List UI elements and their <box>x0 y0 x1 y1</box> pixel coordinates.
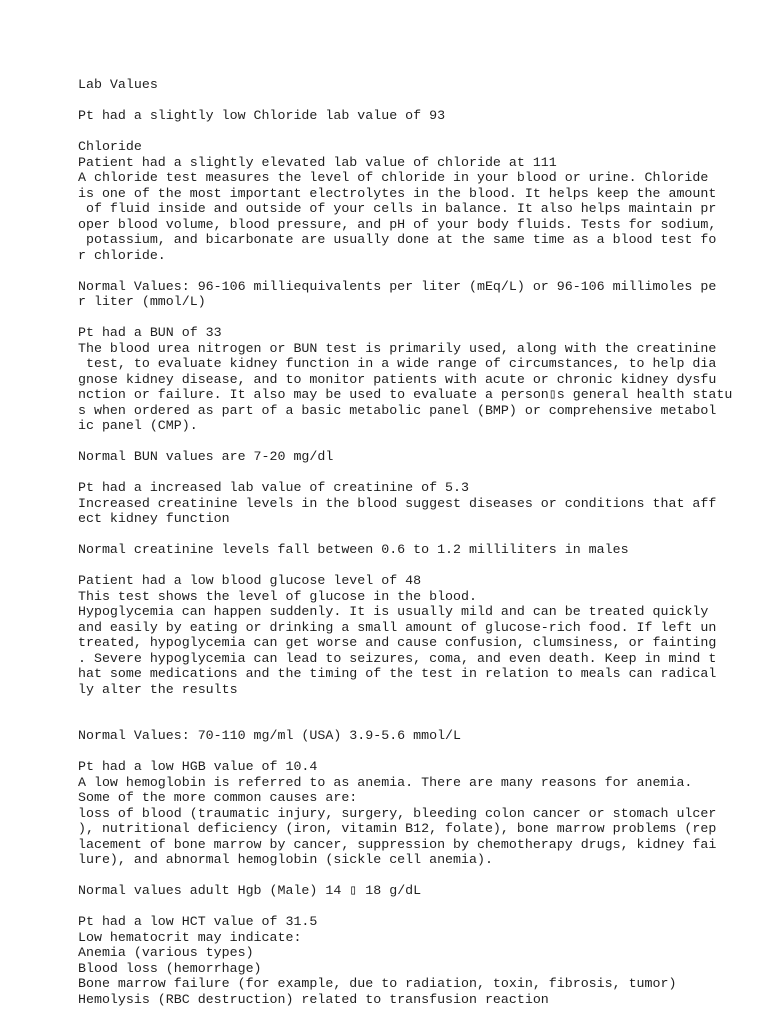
text-line: Anemia (various types) <box>78 945 254 960</box>
text-line: Blood loss (hemorrhage) <box>78 960 262 976</box>
text-line: nction or failure. It also may be used to evaluate a person▯s general health statu <box>78 387 733 402</box>
text-line: Normal Values: 96-106 milliequivalents per liter (mEq/L) or 96-106 millimoles pe <box>78 278 717 294</box>
text-line: The blood urea nitrogen or BUN test is primarily used, along with the creatinine <box>78 340 717 356</box>
text-line: treated, hypoglycemia can get worse and cause confusion, clumsiness, or fainting <box>78 635 717 650</box>
text-line: . Severe hypoglycemia can lead to seizures, coma, and even death. Keep in mind t <box>78 650 717 666</box>
text-line: gnose kidney disease, and to monitor patients with acute or chronic kidney dysfu <box>78 371 717 387</box>
text-line: Normal BUN values are 7-20 mg/dl <box>78 449 334 464</box>
text-line: lure), and abnormal hemoglobin (sickle cell anemia). <box>78 852 493 867</box>
text-line: Pt had a BUN of 33 <box>78 325 222 340</box>
text-line <box>78 697 738 713</box>
text-line: Lab Values <box>78 77 158 92</box>
text-line: of fluid inside and outside of your cells in balance. It also helps maintain pr <box>78 201 717 216</box>
text-line: oper blood volume, blood pressure, and pH of your body fluids. Tests for sodium, <box>78 216 717 232</box>
text-line: loss of blood (traumatic injury, surgery, bleeding colon cancer or stomach ulcer <box>78 805 717 821</box>
text-line: Pt had a increased lab value of creatinine of 5.3 <box>78 480 469 495</box>
text-line: Pt had a low HCT value of 31.5 <box>78 914 318 929</box>
text-line: Patient had a slightly elevated lab value of chloride at 111 <box>78 154 557 170</box>
text-line: ic panel (CMP). <box>78 418 198 433</box>
text-line <box>78 899 738 915</box>
text-line: Bone marrow failure (for example, due to radiation, toxin, fibrosis, tumor) <box>78 976 677 991</box>
text-line <box>78 124 738 140</box>
text-line: s when ordered as part of a basic metabolic panel (BMP) or comprehensive metabol <box>78 402 717 418</box>
text-line: lacement of bone marrow by cancer, suppression by chemotherapy drugs, kidney fai <box>78 836 717 852</box>
text-line: This test shows the level of glucose in the blood. <box>78 588 477 604</box>
text-line: r chloride. <box>78 247 166 263</box>
text-line: hat some medications and the timing of the test in relation to meals can radical <box>78 666 717 681</box>
text-line: Normal values adult Hgb (Male) 14 ▯ 18 g/dL <box>78 883 422 898</box>
text-line: r liter (mmol/L) <box>78 294 206 309</box>
text-line: ect kidney function <box>78 511 230 526</box>
text-line <box>78 465 738 481</box>
text-line: Normal creatinine levels fall between 0.6 to 1.2 milliliters in males <box>78 542 629 557</box>
text-line <box>78 558 738 574</box>
text-line: and easily by eating or drinking a small amount of glucose-rich food. If left un <box>78 619 717 635</box>
text-line <box>78 744 738 760</box>
document-text <box>78 77 738 1007</box>
text-line: Pt had a low HGB value of 10.4 <box>78 759 318 774</box>
text-line: potassium, and bicarbonate are usually done at the same time as a blood test fo <box>78 232 717 247</box>
text-line: Some of the more common causes are: <box>78 790 358 805</box>
text-line: ly alter the results <box>78 681 238 697</box>
text-line <box>78 263 738 279</box>
text-line: Patient had a low blood glucose level of 48 <box>78 573 422 588</box>
text-line <box>78 713 738 729</box>
text-line: Normal Values: 70-110 mg/ml (USA) 3.9-5.6 mmol/L <box>78 728 462 743</box>
text-line <box>78 434 738 450</box>
text-line: Hypoglycemia can happen suddenly. It is usually mild and can be treated quickly <box>78 604 709 619</box>
text-line: test, to evaluate kidney function in a wide range of circumstances, to help dia <box>78 356 717 371</box>
text-line <box>78 93 738 109</box>
text-line: Low hematocrit may indicate: <box>78 929 302 945</box>
text-line <box>78 310 738 326</box>
text-line: Chloride <box>78 139 142 154</box>
text-line: Hemolysis (RBC destruction) related to transfusion reaction <box>78 991 549 1007</box>
text-line: A chloride test measures the level of chloride in your blood or urine. Chloride <box>78 170 709 185</box>
text-line: Pt had a slightly low Chloride lab value of 93 <box>78 108 446 123</box>
text-line: is one of the most important electrolytes in the blood. It helps keep the amount <box>78 185 717 201</box>
text-line <box>78 868 738 884</box>
text-line: A low hemoglobin is referred to as anemia. There are many reasons for anemia. <box>78 774 693 790</box>
text-line: Increased creatinine levels in the blood suggest diseases or conditions that aff <box>78 495 717 511</box>
text-line: ), nutritional deficiency (iron, vitamin B12, folate), bone marrow problems (rep <box>78 821 717 836</box>
text-line <box>78 527 738 543</box>
